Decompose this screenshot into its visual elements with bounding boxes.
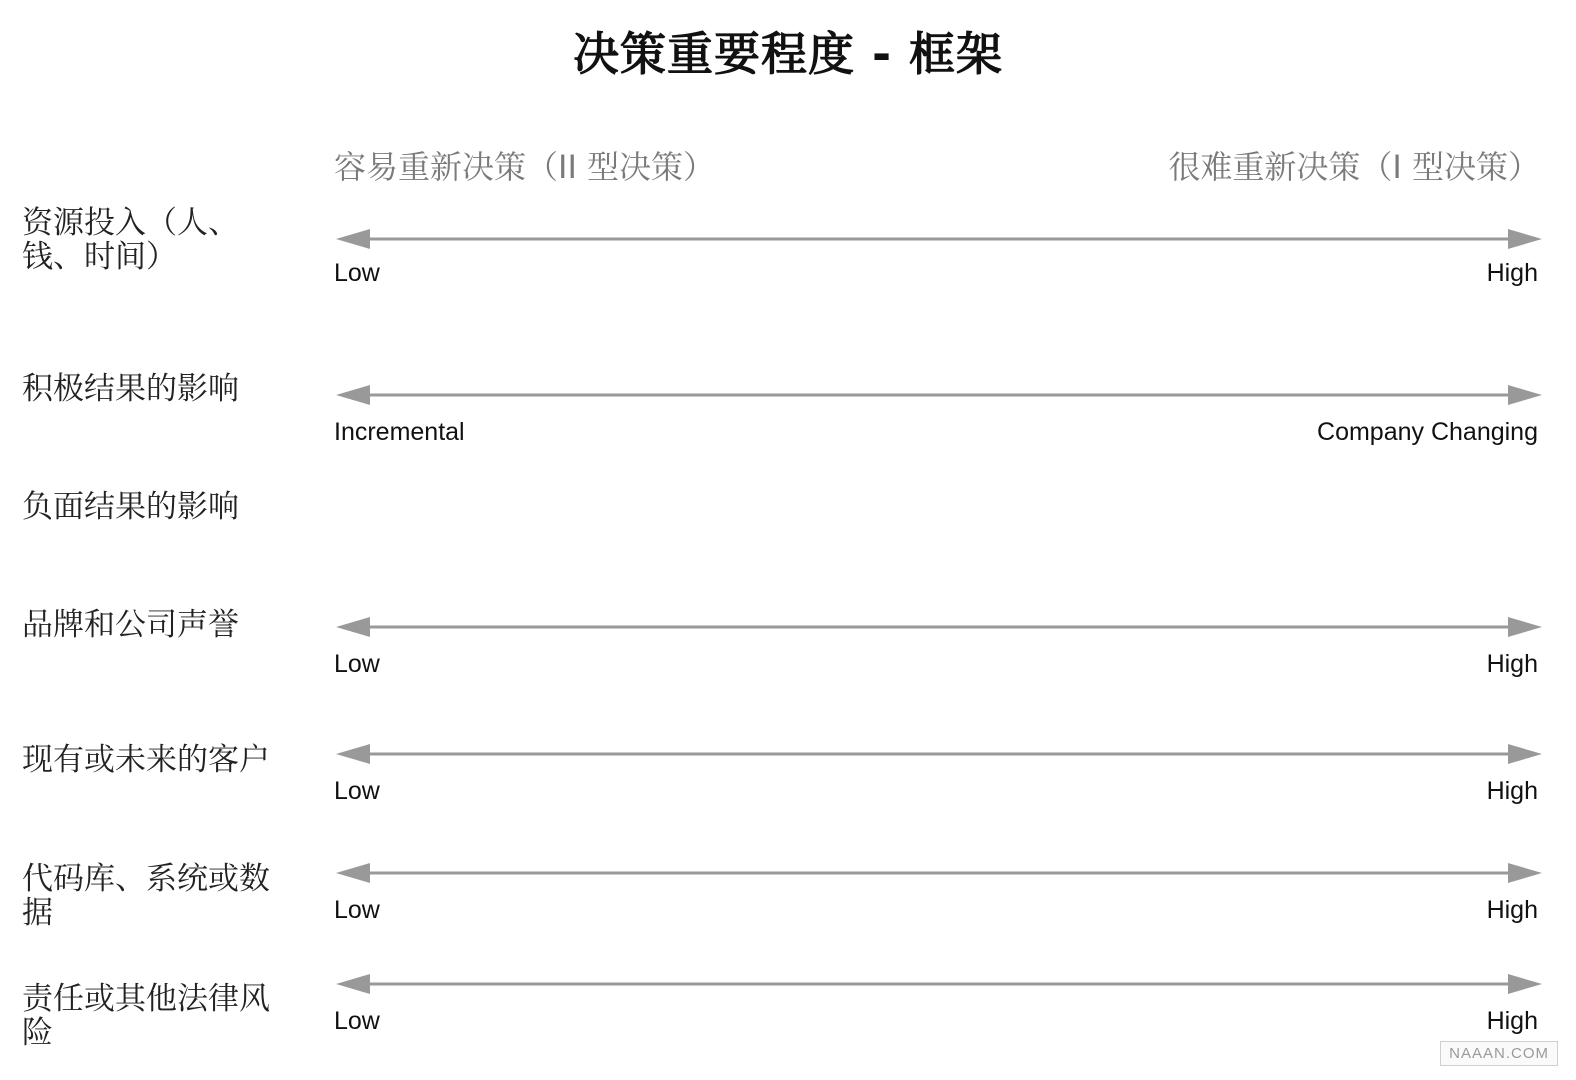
column-heading-type-i: 很难重新决策（I 型决策）	[1168, 148, 1540, 186]
double-arrow-resources	[334, 227, 1544, 251]
low-label-resources: Low	[334, 259, 380, 287]
high-label-brand-reputation: High	[1486, 650, 1538, 678]
high-label-codebase: High	[1486, 896, 1538, 924]
row-label-resources: 资源投入（人、钱、时间）	[22, 205, 239, 275]
row-label-positive-impact: 积极结果的影响	[22, 371, 239, 407]
double-arrow-brand-reputation	[334, 615, 1544, 639]
high-label-positive-impact: Company Changing	[1317, 418, 1538, 446]
low-label-codebase: Low	[334, 896, 380, 924]
watermark: NAAAN.COM	[1440, 1041, 1558, 1066]
column-heading-type-ii: 容易重新决策（II 型决策）	[334, 148, 716, 186]
high-label-resources: High	[1486, 259, 1538, 287]
high-label-customers: High	[1486, 777, 1538, 805]
double-arrow-codebase	[334, 861, 1544, 885]
double-arrow-customers	[334, 742, 1544, 766]
high-label-legal-risk: High	[1486, 1007, 1538, 1035]
double-arrow-positive-impact	[334, 383, 1544, 407]
row-label-codebase: 代码库、系统或数据	[22, 861, 270, 931]
low-label-customers: Low	[334, 777, 380, 805]
row-label-customers: 现有或未来的客户	[22, 742, 270, 778]
low-label-brand-reputation: Low	[334, 650, 380, 678]
low-label-positive-impact: Incremental	[334, 418, 465, 446]
page-title: 决策重要程度 - 框架	[572, 27, 1004, 81]
double-arrow-legal-risk	[334, 972, 1544, 996]
row-label-negative-impact: 负面结果的影响	[22, 489, 239, 525]
row-label-legal-risk: 责任或其他法律风险	[22, 981, 270, 1051]
low-label-legal-risk: Low	[334, 1007, 380, 1035]
row-label-brand-reputation: 品牌和公司声誉	[22, 607, 239, 643]
